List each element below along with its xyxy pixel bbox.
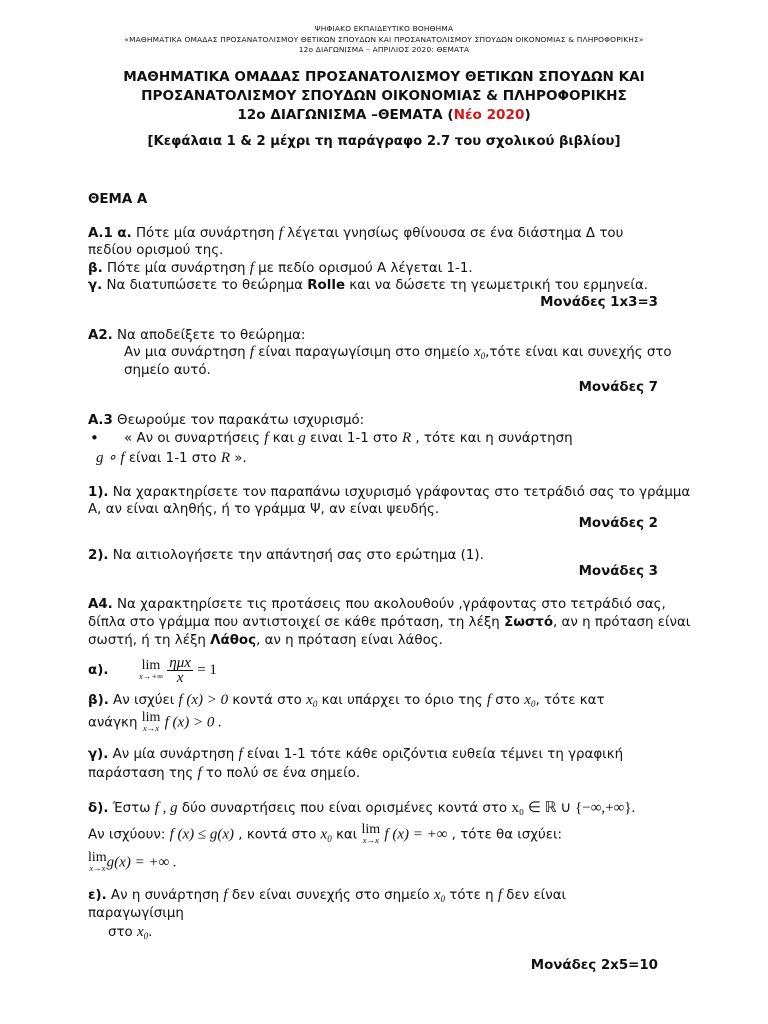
header-line-3: 12ο ΔΙΑΓΩΝΙΣΜΑ – ΑΠΡΙΛΙΟΣ 2020: ΘΕΜΑΤΑ	[298, 45, 470, 54]
bullet-icon: •	[90, 429, 99, 447]
a4-gamma-line-1: γ). Αν μία συνάρτηση f είναι 1-1 τότε κάθε οριζόντια ευθεία τέμνει τη γραφική	[88, 746, 624, 762]
a4-line-3: σωστή, ή τη λέξη Λάθος, αν η πρόταση είναι λάθος.	[88, 633, 443, 648]
header-line-2: «ΜΑΘΗΜΑΤΙΚΑ ΟΜΑΔΑΣ ΠΡΟΣΑΝΑΤΟΛΙΣΜΟΥ ΘΕΤΙΚΩΝ ΣΠΟΥΔΩΝ ΚΑΙ ΠΡΟΣΑΝΑΤΟΛΙΣΜΟΥ ΣΠΟΥΔΩΝ ΟΙΚΟΝΟΜΙΑΣ & ΠΛΗΡΟΦΟΡΙΚΗΣ»	[124, 35, 644, 44]
a3-q2: 2). Να αιτιολογήσετε την απάντησή σας στο ερώτημα (1).	[88, 548, 484, 563]
a4-beta-line-2: ανάγκη lim x→x f (x) > 0 .	[88, 710, 222, 733]
a4-epsilon-line-2: παραγωγίσιμη	[88, 906, 184, 921]
title-line-2: ΠΡΟΣΑΝΑΤΟΛΙΣΜΟΥ ΣΠΟΥΔΩΝ ΟΙΚΟΝΟΜΙΑΣ & ΠΛΗΡΟΦΟΡΙΚΗΣ	[141, 88, 627, 104]
a4-alpha: α). lim x→+∞ $\frac{\text{ημx}}{x}$ = 1	[88, 655, 217, 686]
a1-gamma: γ. Να διατυπώσετε το θεώρημα Rolle και να δώσετε τη γεωμετρική του ερμηνεία.	[88, 278, 649, 293]
a3-q1-points: Μονάδες 2	[578, 516, 658, 531]
a3-heading: Α.3 Θεωρούμε τον παρακάτω ισχυρισμό:	[88, 413, 365, 428]
a1-beta: β. Πότε μία συνάρτηση f με πεδίο ορισμού Α λέγεται 1-1.	[88, 260, 473, 276]
a3-claim-line-2: g ∘ f είναι 1-1 στο R ».	[96, 450, 247, 466]
a4-delta-line-1: δ). Έστω f , g δύο συναρτήσεις που είναι ορισμένες κοντά στο x₀ ∈ ℝ ∪ {−∞,+∞}.	[88, 800, 636, 816]
a2-heading: Α2. Να αποδείξετε το θεώρημα:	[88, 328, 306, 343]
fraction-expression: $\frac{\text{ημx}}{x}$	[169, 655, 191, 686]
title-line-3: 12ο ΔΙΑΓΩΝΙΣΜΑ –ΘΕΜΑΤΑ (Νέο 2020)	[237, 107, 531, 123]
a2-points: Μονάδες 7	[578, 380, 658, 395]
a1-alpha: Α.1 α. Πότε μία συνάρτηση f λέγεται γνησίως φθίνουσα σε ένα διάστημα Δ του	[88, 225, 624, 241]
a3-q1-line-1: 1). Να χαρακτηρίσετε τον παραπάνω ισχυρισμό γράφοντας στο τετράδιό σας το γράμμα	[88, 485, 691, 500]
a2-theorem-line-2: σημείο αυτό.	[124, 363, 211, 378]
chapters-note: [Κεφάλαια 1 & 2 μέχρι τη παράγραφο 2.7 του σχολικού βιβλίου]	[147, 134, 621, 149]
a4-beta-line-1: β). Αν ισχύει f (x) > 0 κοντά στο $x_0$ και υπάρχει το όριο της f στο $x_0$, τότε κατ	[88, 692, 605, 709]
a3-q2-points: Μονάδες 3	[578, 564, 658, 579]
a4-delta-line-3: lim x→x g(x) = +∞ .	[88, 850, 177, 873]
a4-epsilon-line-1: ε). Αν η συνάρτηση f δεν είναι συνεχής στο σημείο $x_0$ τότε η f δεν είναι	[88, 887, 567, 904]
limit-expression: lim x→+∞	[138, 657, 164, 681]
a4-points: Μονάδες 2x5=10	[530, 958, 658, 973]
a3-claim-line-1: « Αν οι συναρτήσεις f και g ειναι 1-1 στο R , τότε και η συνάρτηση	[124, 430, 573, 446]
a2-theorem-line-1: Αν μια συνάρτηση f είναι παραγωγίσιμη στο σημείο $x_0,\tau ό\tau\varepsilon$ είναι και συνεχής στο	[124, 344, 672, 361]
a4-line-2: δίπλα στο γράμμα που αντιστοιχεί σε κάθε πρόταση, τη λέξη Σωστό, αν η πρόταση είναι	[88, 615, 691, 630]
new-2020-badge: Νέο 2020	[453, 107, 525, 123]
title-line-1: ΜΑΘΗΜΑΤΙΚΑ ΟΜΑΔΑΣ ΠΡΟΣΑΝΑΤΟΛΙΣΜΟΥ ΘΕΤΙΚΩΝ ΣΠΟΥΔΩΝ ΚΑΙ	[123, 69, 645, 85]
section-heading: ΘΕΜΑ Α	[88, 192, 148, 207]
a4-gamma-line-2: παράσταση της f το πολύ σε ένα σημείο.	[88, 765, 361, 781]
a4-line-1: Α4. Να χαρακτηρίσετε τις προτάσεις που ακολουθούν ,γράφοντας στο τετράδιό σας,	[88, 597, 666, 612]
a4-delta-line-2: Αν ισχύουν: f (x) ≤ g(x) , κοντά στο $x_0$ και lim x→x f (x) = +∞ , τότε θα ισχύει:	[88, 822, 563, 845]
a4-epsilon-line-3: στο $x_0$.	[108, 924, 153, 941]
a1-points: Μονάδες 1x3=3	[540, 295, 658, 310]
a3-q1-line-2: Α, αν είναι αληθής, ή το γράμμα Ψ, αν είναι ψευδής.	[88, 502, 440, 517]
header-line-1: ΨΗΦΙΑΚΟ ΕΚΠΑΙΔΕΥΤΙΚΟ ΒΟΗΘΗΜΑ	[314, 24, 454, 33]
a1-alpha-cont: πεδίου ορισμού της.	[88, 243, 224, 258]
